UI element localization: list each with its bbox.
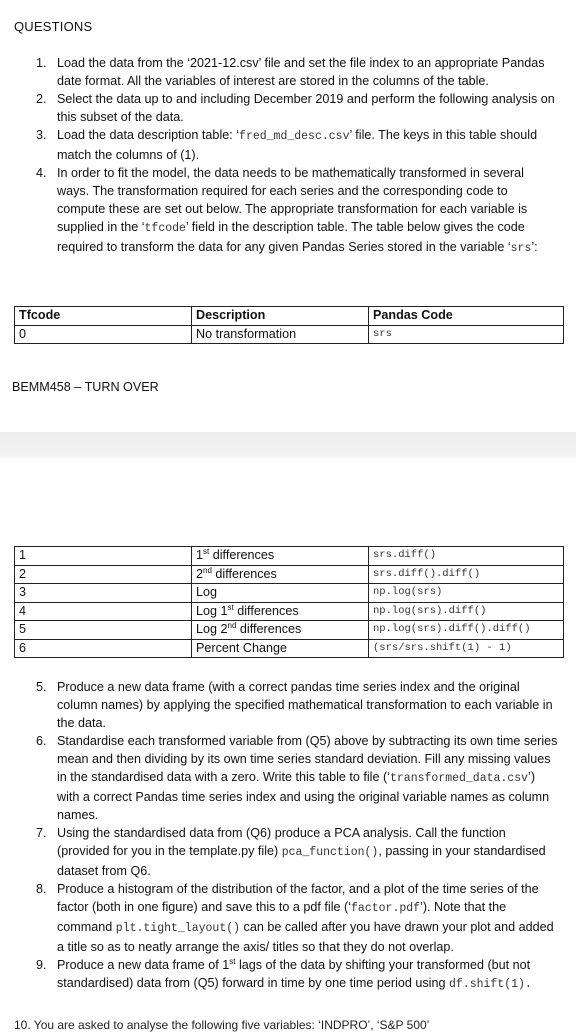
questions-heading: QUESTIONS [14, 19, 93, 34]
transform-table-continued [14, 546, 564, 658]
document-page-1 [0, 0, 576, 432]
question-3: 3. Load the data description table: ‘fred_md_desc.csv’ file. The keys in this table should match the columns of (1). [36, 128, 538, 162]
header-tfcode: Tfcode [15, 307, 192, 326]
table-row: 0 No transformation srs [15, 325, 564, 344]
transform-table-header [14, 306, 564, 344]
question-1: 1. Load the data from the ‘2021-12.csv’ file and set the file index to an appropriate Pandas date format. All the variables of interest are stored in the columns of the table. [36, 56, 545, 88]
question-4: 4. In order to fit the model, the data needs to be mathematically transformed in several ways. The transformation required for each series and the corresponding code to compute these are set out below. The appropriate transformation for each variable is supplied in the ‘tfcode’ field in the description table. The table below gives the code required to transform the data for any given Pandas Series stored in the variable ‘srs’: [36, 166, 538, 255]
header-pandas-code: Pandas Code [369, 307, 564, 326]
question-list-1 [36, 54, 556, 258]
page-footer: BEMM458 – TURN OVER [12, 380, 159, 394]
question-2: 2. Select the data up to and including December 2019 and perform the following analysis on this subset of the data. [36, 92, 555, 124]
table-row: 4 Log 1st differences np.log(srs).diff() [15, 602, 564, 621]
question-6: 6. Standardise each transformed variable from (Q5) above by subtracting its own time series mean and then dividing by its own time series standard deviation. Fill any missing values in the standardised data with a zero. Write this table to file (‘transformed_data.csv’) with a correct Pandas time series index and using the original variable names as column names. [36, 734, 558, 822]
table-row: 6 Percent Change (srs/srs.shift(1) - 1) [15, 639, 564, 658]
question-5: 5. Produce a new data frame (with a correct pandas time series index and the original column names) by applying the specified mathematical transformation to each variable in the data. [36, 680, 553, 730]
page-separator [0, 432, 576, 458]
table-row: 1 1st differences srs.diff() [15, 547, 564, 566]
cutoff-question-line: 10. You are asked to analyse the following five variables: ‘INDPRO’, ‘S&P 500’ [14, 1018, 430, 1032]
table-header-row [15, 307, 564, 326]
table-row: 3 Log np.log(srs) [15, 584, 564, 603]
question-7: 7. Using the standardised data from (Q6) produce a PCA analysis. Call the function (provided for you in the template.py file) pca_function(), passing in your standardised dataset from Q6. [36, 826, 546, 878]
question-9: 9. Produce a new data frame of 1st lags of the data by shifting your transformed (but not standardised) data from (Q5) forward in time by one time period using df.shift(1). [36, 956, 532, 991]
document-page-2 [0, 458, 576, 1024]
header-description: Description [192, 307, 369, 326]
table-row: 2 2nd differences srs.diff().diff() [15, 565, 564, 584]
question-list-2 [36, 678, 560, 994]
table-row: 5 Log 2nd differences np.log(srs).diff().diff() [15, 621, 564, 640]
question-8: 8. Produce a histogram of the distribution of the factor, and a plot of the time series of the factor (both in one figure) and save this to a pdf file (‘factor.pdf’). Note that the command plt.tight_layout() can be called after you have drawn your plot and added a title so as to neatly arrange the axis/ titles so that they do not overlap. [36, 882, 554, 954]
